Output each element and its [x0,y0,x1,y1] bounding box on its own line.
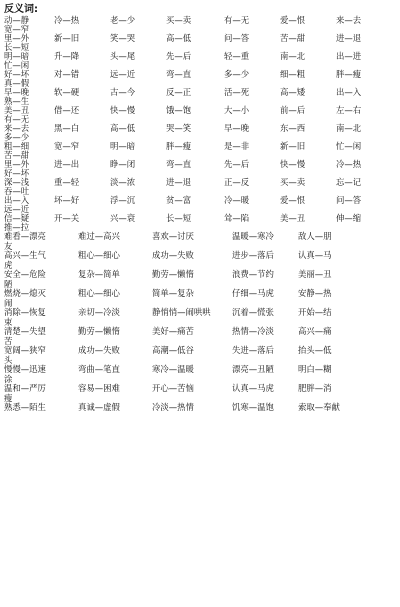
antonym-row [4,106,396,124]
antonym-pair: 认真—马 [298,250,332,260]
antonym-pair: 真诚—虚假 [78,402,120,412]
antonym-row [4,365,396,384]
antonym-pair: 南—北 [280,51,306,61]
antonym-pair: 清楚—失望 苦 [4,326,46,346]
antonym-pair: 弯—直 [166,69,192,79]
antonym-pair: 南—北 [336,123,362,133]
antonym-pair: 温暖—寒冷 [232,231,274,241]
antonym-row [4,308,396,327]
antonym-pair: 反—正 [166,87,192,97]
antonym-row [4,327,396,346]
antonym-pair: 明—暗 忙—闲 [4,51,30,70]
antonym-pair: 进步—落后 [232,250,274,260]
antonym-pair: 美—丑 [280,213,306,223]
antonym-pair: 弯曲—笔直 [78,364,120,374]
antonym-pair: 漂亮—丑陋 [232,364,274,374]
antonym-row [4,270,396,289]
antonym-pair: 明—暗 [110,141,136,151]
antonym-pair: 新—旧 [280,141,306,151]
antonym-pair: 静悄悄—闹哄哄 [152,307,211,317]
antonym-pair: 高兴—痛 [298,326,332,336]
antonym-pair: 来—去 [336,15,362,25]
antonym-pair: 借—还 [54,105,80,115]
antonym-pair: 冷—暖 [224,195,250,205]
antonym-pair: 动—静 宽—窄 [4,15,30,34]
antonym-row [4,178,396,196]
antonym-pair: 开心—苦恼 [152,383,194,393]
antonym-pair: 忘—记 [336,177,362,187]
antonym-pair: 黑—白 [54,123,80,133]
antonym-pair: 苦—甜 [280,33,306,43]
antonym-pair: 慢慢—迅速 涂 [4,364,46,384]
antonym-pair: 美好—痛苦 [152,326,194,336]
antonym-pair: 笑—哭 [110,33,136,43]
antonym-pair: 冷—热 [54,15,80,25]
antonym-pair: 宽—窄 [54,141,80,151]
antonym-pair: 新—旧 [54,33,80,43]
antonym-pair: 古—今 [110,87,136,97]
antonym-pair: 安全—危险 陋 [4,269,46,289]
antonym-pair: 熟悉—陌生 [4,402,46,412]
antonym-pair: 饥寒—温饱 [232,402,274,412]
antonym-pair: 胖—瘦 [336,69,362,79]
antonym-pair: 出—进 [336,51,362,61]
antonym-pair: 高—矮 [280,87,306,97]
antonym-pair: 快—慢 [280,159,306,169]
antonym-pair: 认真—马虎 [232,383,274,393]
antonym-pair: 冷—热 [336,159,362,169]
antonym-pair: 消除—恢复 束 [4,307,46,327]
antonym-row [4,34,396,52]
antonym-pair: 浮—沉 [110,195,136,205]
antonym-pair: 进—退 [166,177,192,187]
antonym-pair: 买—卖 [280,177,306,187]
antonym-pair: 问—答 [224,33,250,43]
antonym-pair: 喜欢—讨厌 [152,231,194,241]
antonym-pair: 成功—失败 [78,345,120,355]
antonym-row [4,232,396,251]
antonym-pair: 伸—缩 [336,213,362,223]
antonym-pair: 高兴—生气 虎 [4,250,46,270]
antonym-pair: 美—丑 有—无 [4,105,30,124]
antonym-pair: 温和—严厉 瘦 [4,383,46,403]
antonym-row [4,196,396,214]
antonym-pair: 复杂—简单 [78,269,120,279]
antonym-pair: 美丽—丑 [298,269,332,279]
antonym-pair: 爱—恨 [280,195,306,205]
antonym-pair: 坏—好 [54,195,80,205]
antonym-pair: 早—晚 熟—生 [4,87,30,106]
antonym-pair: 升—降 [54,51,80,61]
antonym-pair: 睁—闭 [110,159,136,169]
page-title: 反义词: [4,4,38,15]
antonym-pair: 深—浅 吞—吐 [4,177,30,196]
antonym-grid-single [4,16,396,232]
antonym-pair: 沉着—慌张 [232,307,274,317]
antonym-pair: 弯—直 [166,159,192,169]
antonym-row [4,70,396,88]
antonym-pair: 明白—糊 [298,364,332,374]
antonym-row [4,124,396,142]
antonym-pair: 失进—落后 [232,345,274,355]
antonym-pair: 快—慢 [110,105,136,115]
antonym-pair: 敌人—朋 [298,231,332,241]
antonym-pair: 里—外 好—坏 [4,159,30,178]
antonym-pair: 粗心—细心 [78,250,120,260]
antonym-pair: 成功—失败 [152,250,194,260]
antonym-grid-double [4,232,396,422]
antonym-pair: 出—入 远—近 [4,195,30,214]
antonym-pair: 来—去 多—少 [4,123,30,142]
antonym-pair: 开—关 [54,213,80,223]
antonym-pair: 爱—恨 [280,15,306,25]
antonym-pair: 安静—热 [298,288,332,298]
antonym-row [4,251,396,270]
antonym-pair: 勤劳—懒惰 [152,269,194,279]
antonym-pair: 轻—重 [224,51,250,61]
antonym-pair: 高—低 [110,123,136,133]
antonym-pair: 粗—细 苦—甜 [4,141,30,160]
antonym-pair: 前—后 [280,105,306,115]
antonym-pair: 胖—瘦 [166,141,192,151]
antonym-pair: 抬头—低 [298,345,332,355]
antonym-pair: 冷淡—热情 [152,402,194,412]
antonym-row [4,52,396,70]
antonym-pair: 进—出 [54,159,80,169]
antonym-pair: 开始—结 [298,307,332,317]
antonym-pair: 先—后 [224,159,250,169]
antonym-row [4,384,396,403]
antonym-pair: 肥胖—消 [298,383,332,393]
antonym-row [4,142,396,160]
antonym-pair: 粗心—细心 [78,288,120,298]
antonym-pair: 先—后 [166,51,192,61]
antonym-pair: 活—死 [224,87,250,97]
antonym-row [4,88,396,106]
antonym-pair: 索取—奉献 [298,402,340,412]
antonym-pair: 哭—笑 [166,123,192,133]
antonym-pair: 贫—富 [166,195,192,205]
antonym-pair: 进—退 [336,33,362,43]
antonym-pair: 忙—闲 [336,141,362,151]
antonym-pair: 高潮—低谷 [152,345,194,355]
antonym-pair: 耸—陷 [224,213,250,223]
antonym-pair: 好—坏 真—假 [4,69,30,88]
antonym-pair: 重—轻 [54,177,80,187]
antonym-pair: 燃烧—熄灭 闹 [4,288,46,308]
antonym-pair: 老—少 [110,15,136,25]
antonym-pair: 正—反 [224,177,250,187]
antonym-pair: 简单—复杂 [152,288,194,298]
antonym-pair: 大—小 [224,105,250,115]
antonym-pair: 问—答 [336,195,362,205]
antonym-pair: 里—外 长—短 [4,33,30,52]
antonym-pair: 买—卖 [166,15,192,25]
antonym-pair: 亲切—冷淡 [78,307,120,317]
antonym-row [4,160,396,178]
antonym-pair: 仔细—马虎 [232,288,274,298]
antonym-pair: 早—晚 [224,123,250,133]
antonym-pair: 难看—漂亮 友 [4,231,46,251]
antonym-pair: 勤劳—懒惰 [78,326,120,336]
antonym-pair: 容易—困难 [78,383,120,393]
antonym-pair: 淡—浓 [110,177,136,187]
antonym-row [4,214,396,232]
antonym-pair: 是—非 [224,141,250,151]
antonym-pair: 难过—高兴 [78,231,120,241]
antonym-pair: 对—错 [54,69,80,79]
antonym-pair: 宽阔—狭窄 头 [4,345,46,365]
antonym-row [4,16,396,34]
antonym-pair: 信—疑 推—拉 [4,213,30,232]
antonym-row [4,289,396,308]
antonym-pair: 东—西 [280,123,306,133]
antonym-pair: 浪费—节约 [232,269,274,279]
antonym-pair: 寒冷—温暖 [152,364,194,374]
antonym-pair: 多—少 [224,69,250,79]
antonym-pair: 热情—冷淡 [232,326,274,336]
antonym-row [4,403,396,422]
antonym-pair: 远—近 [110,69,136,79]
antonym-pair: 有—无 [224,15,250,25]
antonym-row [4,346,396,365]
antonym-pair: 左—右 [336,105,362,115]
antonym-pair: 饿—饱 [166,105,192,115]
antonym-pair: 细—粗 [280,69,306,79]
antonym-pair: 高—低 [166,33,192,43]
antonym-pair: 软—硬 [54,87,80,97]
antonym-pair: 兴—衰 [110,213,136,223]
antonym-pair: 长—短 [166,213,192,223]
antonym-pair: 出—入 [336,87,362,97]
antonym-pair: 头—尾 [110,51,136,61]
